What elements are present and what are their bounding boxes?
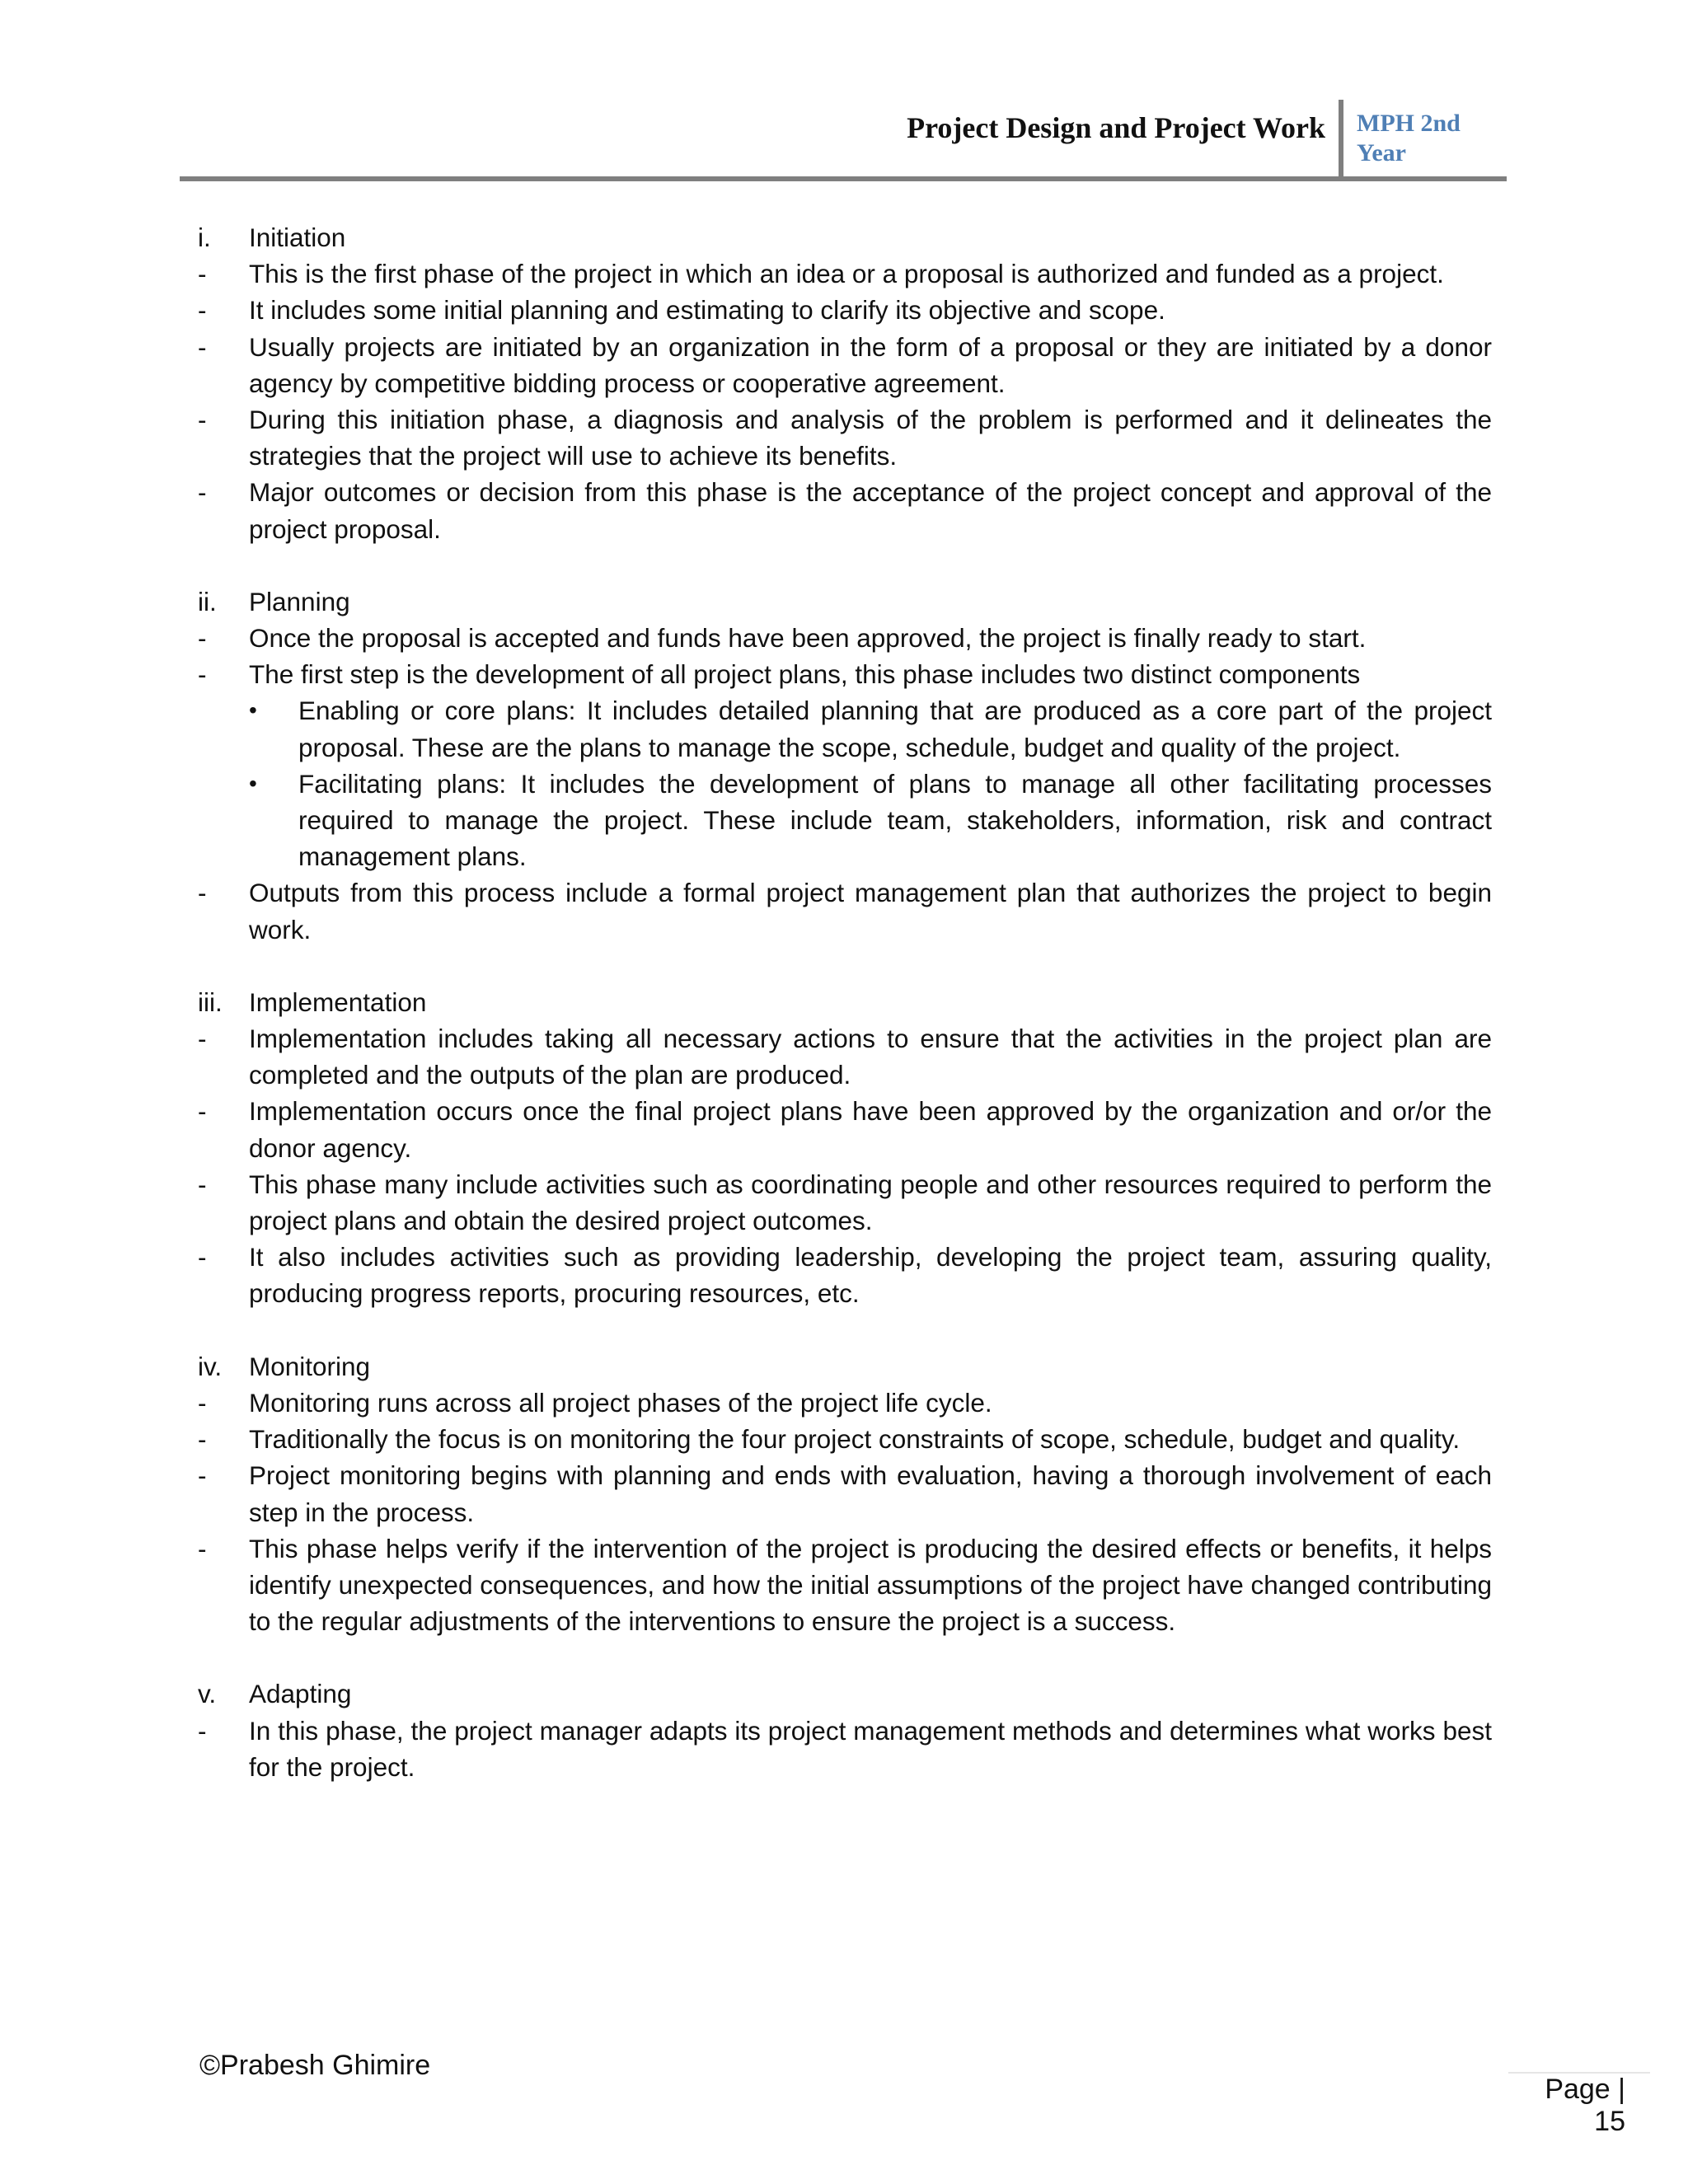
document-body: [198, 219, 1492, 1821]
dash-list-item: [198, 1166, 1492, 1239]
section-numeral: ii.: [198, 586, 217, 616]
dash-list-item: [198, 1421, 1492, 1457]
section-title: Monitoring: [249, 1351, 371, 1381]
dash-list-item: [198, 1530, 1492, 1640]
dash-marker: -: [198, 1242, 207, 1272]
dash-marker: -: [198, 331, 207, 362]
dash-marker: -: [198, 1715, 207, 1746]
section-title: Initiation: [249, 223, 346, 252]
dash-marker: -: [198, 259, 207, 289]
dash-list-item: [198, 1020, 1492, 1093]
section-heading: [198, 583, 1492, 620]
list-item-text: During this initiation phase, a diagnosis and analysis of the problem is performed and it delineates the strategies that the project will use to achieve its benefits.: [249, 405, 1492, 471]
section-initiation: [198, 219, 1492, 547]
section-title: Adapting: [249, 1679, 352, 1709]
dash-marker: -: [198, 623, 207, 654]
header-title: Project Design and Project Work: [907, 111, 1325, 144]
dash-list-item: [198, 1457, 1492, 1530]
dash-list-item: [198, 620, 1492, 656]
dash-list-item: [198, 656, 1492, 692]
list-item-text: Implementation occurs once the final project plans have been approved by the organization and or/or the donor agency.: [249, 1096, 1492, 1163]
dash-marker: -: [198, 1096, 207, 1127]
dash-list-item: [198, 329, 1492, 401]
section-numeral: v.: [198, 1679, 217, 1709]
section-adapting: [198, 1675, 1492, 1785]
section-implementation: [198, 984, 1492, 1312]
section-title: Planning: [249, 586, 350, 616]
list-item-text: Enabling or core plans: It includes detailed planning that are produced as a core part of the project proposal. These are the plans to manage the scope, schedule, budget and quality of the project.: [298, 696, 1492, 762]
dash-list-item: [198, 874, 1492, 947]
dash-list-item: [198, 474, 1492, 546]
list-item-text: Outputs from this process include a formal project management plan that authorizes the project to begin work.: [249, 878, 1492, 944]
dash-list-item: [198, 255, 1492, 292]
list-item-text: Project monitoring begins with planning and ends with evaluation, having a thorough involvement of each step in the process.: [249, 1460, 1492, 1527]
section-numeral: iv.: [198, 1351, 223, 1381]
dash-marker: -: [198, 405, 207, 435]
section-heading: [198, 1675, 1492, 1712]
dash-list-item: [198, 1385, 1492, 1421]
section-planning: [198, 583, 1492, 948]
header-separator: [1339, 100, 1343, 179]
bullet-list-item: [198, 692, 1492, 765]
list-item-text: Facilitating plans: It includes the development of plans to manage all other facilitating processes required to manage the project. These include team, stakeholders, information, risk and contract management plans.: [298, 768, 1492, 872]
footer-author: ©Prabesh Ghimire: [199, 2050, 431, 2081]
dash-marker: -: [198, 1024, 207, 1054]
dash-marker: -: [198, 878, 207, 908]
header-rule: [180, 176, 1507, 181]
page-header: [180, 97, 1507, 180]
section-heading: [198, 219, 1492, 255]
dash-list-item: [198, 1713, 1492, 1785]
list-item-text: Implementation includes taking all necessary actions to ensure that the activities in the project plan are completed and the outputs of the plan are produced.: [249, 1024, 1492, 1090]
list-item-text: This phase many include activities such as coordinating people and other resources required to perform the project plans and obtain the desired project outcomes.: [249, 1169, 1492, 1236]
page-number: Page | 15: [1545, 2074, 1625, 2137]
bullet-marker: •: [249, 697, 257, 724]
dash-marker: -: [198, 1169, 207, 1199]
list-item-text: It includes some initial planning and estimating to clarify its objective and scope.: [249, 295, 1165, 326]
dash-marker: -: [198, 1424, 207, 1455]
dash-marker: -: [198, 1533, 207, 1563]
section-heading: [198, 984, 1492, 1020]
list-item-text: This phase helps verify if the intervention of the project is producing the desired effects or benefits, it helps identify unexpected consequences, and how the initial assumptions of the project have changed contributing to the regular adjustments of the interventions to ensure the project is a success.: [249, 1533, 1492, 1637]
section-numeral: i.: [198, 223, 211, 252]
dash-marker: -: [198, 659, 207, 690]
dash-list-item: [198, 1239, 1492, 1311]
section-numeral: iii.: [198, 987, 223, 1017]
list-item-text: Major outcomes or decision from this phase is the acceptance of the project concept and approval of the project proposal.: [249, 477, 1492, 544]
list-item-text: Traditionally the focus is on monitoring the four project constraints of scope, schedule, budget and quality.: [249, 1424, 1461, 1455]
dash-marker: -: [198, 477, 207, 508]
dash-marker: -: [198, 295, 207, 326]
section-monitoring: [198, 1348, 1492, 1640]
dash-marker: -: [198, 1387, 207, 1418]
list-item-text: Usually projects are initiated by an organization in the form of a proposal or they are initiated by a donor agency by competitive bidding process or cooperative agreement.: [249, 331, 1492, 398]
dash-list-item: [198, 401, 1492, 474]
dash-list-item: [198, 292, 1492, 328]
section-heading: [198, 1348, 1492, 1385]
section-title: Implementation: [249, 987, 427, 1017]
list-item-text: It also includes activities such as providing leadership, developing the project team, assuring quality, producing progress reports, procuring resources, etc.: [249, 1242, 1492, 1309]
dash-list-item: [198, 1093, 1492, 1165]
list-item-text: The first step is the development of all project plans, this phase includes two distinct components: [249, 659, 1361, 690]
list-item-text: In this phase, the project manager adapts its project management methods and determines what works best for the project.: [249, 1715, 1492, 1782]
bullet-list-item: [198, 766, 1492, 875]
bullet-marker: •: [249, 770, 257, 796]
dash-marker: -: [198, 1460, 207, 1491]
list-item-text: This is the first phase of the project in which an idea or a proposal is authorized and funded as a project.: [249, 259, 1444, 289]
header-subtitle: MPH 2nd Year: [1357, 110, 1461, 166]
list-item-text: Once the proposal is accepted and funds have been approved, the project is finally ready to start.: [249, 623, 1367, 654]
list-item-text: Monitoring runs across all project phases of the project life cycle.: [249, 1387, 992, 1418]
